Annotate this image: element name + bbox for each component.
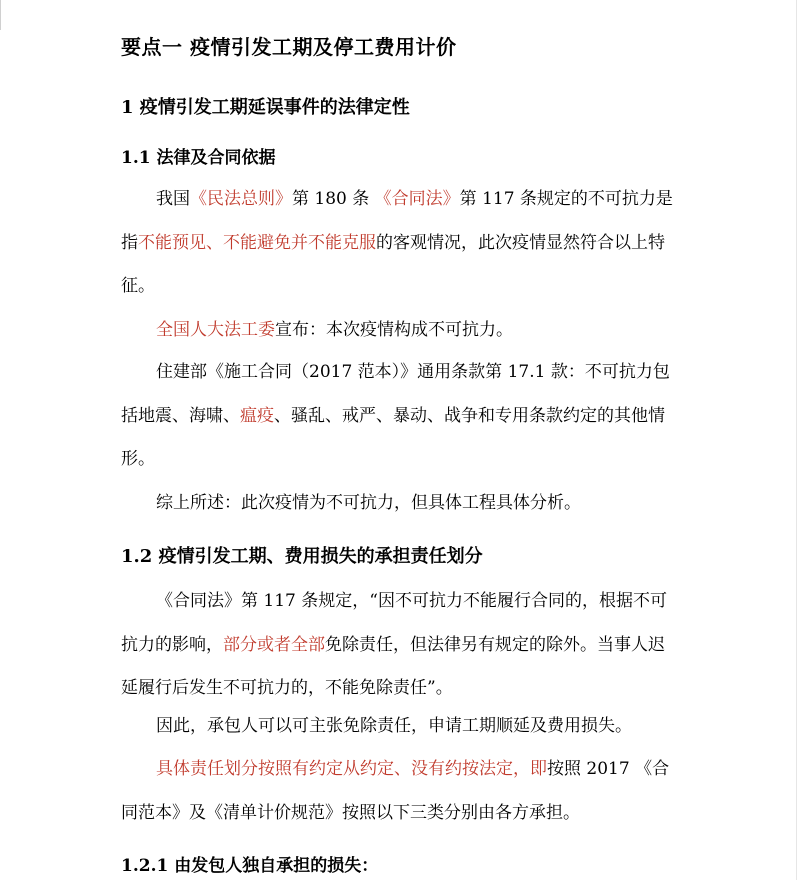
text-run: 第 180 条 [292, 189, 375, 209]
section-heading-1-1: 1.1 法律及合同依据 [121, 148, 276, 168]
highlight-contract-law: 《合同法》 [374, 189, 460, 209]
text-run: 的客观情况，此次疫情显然符合以上特征。 [121, 232, 665, 296]
paragraph-summary: 综上所述：此次疫情为不可抗力，但具体工程具体分析。 [156, 493, 581, 513]
highlight-force-majeure-definition: 不能预见、不能避免并不能克服 [138, 232, 376, 253]
highlight-npc-committee: 全国人大法工委 [156, 320, 275, 340]
page-right-border [796, 0, 797, 880]
highlight-civil-law: 《民法总则》 [190, 189, 292, 209]
paragraph-construction-contract [121, 351, 681, 482]
section-heading-1-2: 1.2 疫情引发工期、费用损失的承担责任划分 [121, 546, 483, 567]
text-run: 、骚乱、戒严、暴动、战争和专用条款约定的其他情形。 [121, 405, 665, 469]
paragraph-contract-law-117 [121, 580, 681, 711]
paragraph-legal-basis [121, 178, 681, 309]
text-run: 按照 2017 《合同范本》及《清单计价规范》按照以下三类分别由各方承担。 [121, 759, 670, 823]
text-run: 住建部《施工合同（2017 范本）》通用条款第 17.1 款：不可抗力包括地震、海啸、 [121, 362, 670, 426]
main-heading: 要点一 疫情引发工期及停工费用计价 [121, 35, 457, 59]
highlight-epidemic: 瘟疫 [240, 405, 274, 426]
text-run: 我国 [156, 189, 190, 209]
text-run: 《合同法》第 117 条规定，“因不可抗力不能履行合同的，根据不可抗力的影响， [121, 591, 667, 655]
highlight-liability-rule: 具体责任划分按照有约定从约定、没有约按法定，即 [156, 759, 547, 779]
text-run: 宣布：本次疫情构成不可抗力。 [275, 320, 513, 340]
paragraph-contractor-claim: 因此，承包人可以可主张免除责任，申请工期顺延及费用损失。 [156, 716, 632, 736]
section-heading-1-2-1: 1.2.1 由发包人独自承担的损失： [121, 856, 379, 876]
page-corner-mark [0, 0, 11, 30]
paragraph-npc-statement [121, 309, 681, 353]
text-run: 免除责任，但法律另有规定的除外。当事人迟延履行后发生不可抗力的，不能免除责任”。 [121, 634, 665, 698]
highlight-partial-or-full: 部分或者全部 [223, 634, 325, 655]
section-heading-1: 1 疫情引发工期延误事件的法律定性 [121, 97, 410, 118]
paragraph-liability-division [121, 748, 681, 835]
text-run: 第 117 条规定的不可抗力是指 [121, 189, 673, 253]
